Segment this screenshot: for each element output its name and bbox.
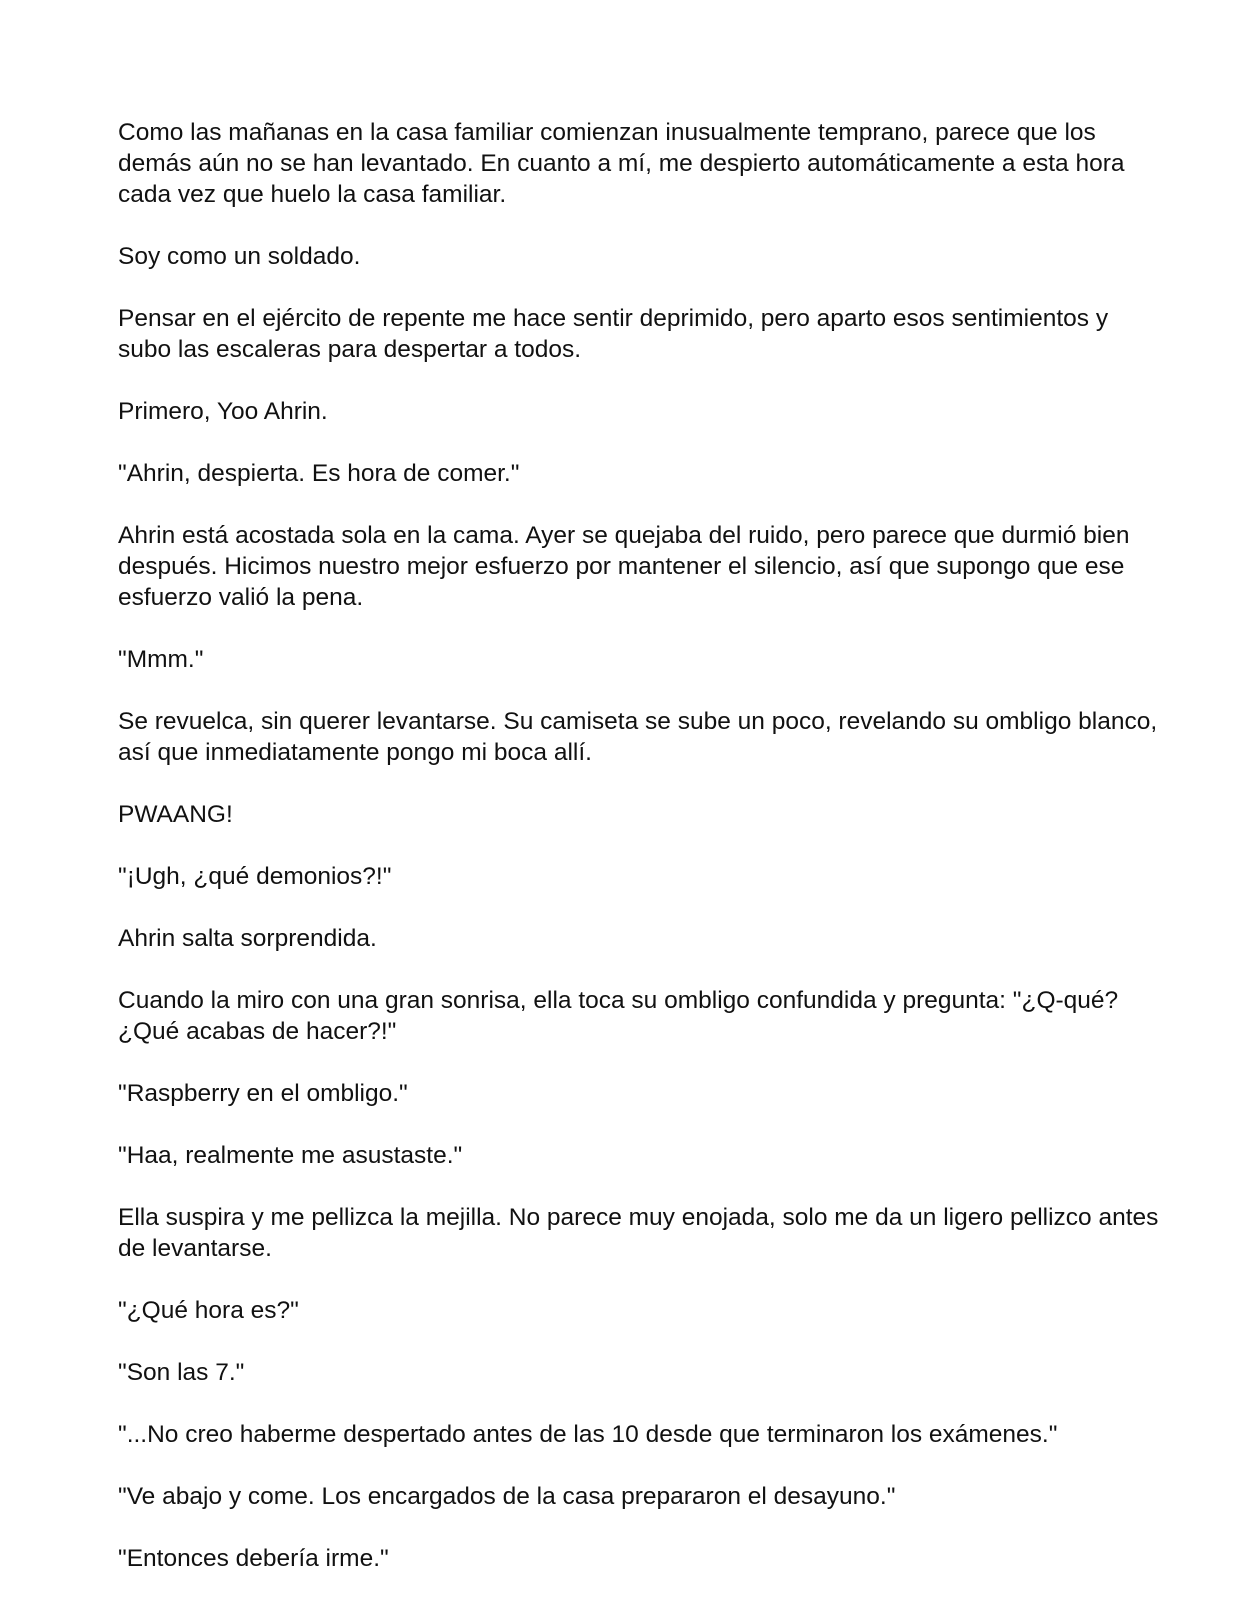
paragraph-6: Ahrin está acostada sola en la cama. Ayer se quejaba del ruido, pero parece que durmió bien después. Hicimos nuestro mejor esfuerzo por mantener el silencio, así que supongo que ese esfuerzo valió la pena.	[118, 522, 1130, 611]
paragraph-5: "Ahrin, despierta. Es hora de comer."	[118, 460, 520, 487]
paragraph-1: Como las mañanas en la casa familiar comienzan inusualmente temprano, parece que los demás aún no se han levantado. En cuanto a mí, me despierto automáticamente a esta hora cada vez que huelo la casa familiar.	[118, 119, 1125, 208]
paragraph-15: Ella suspira y me pellizca la mejilla. No parece muy enojada, solo me da un ligero pellizco antes de levantarse.	[118, 1204, 1159, 1262]
paragraph-4: Primero, Yoo Ahrin.	[118, 398, 328, 425]
paragraph-9: PWAANG!	[118, 801, 233, 828]
paragraph-16: "¿Qué hora es?"	[118, 1297, 299, 1324]
paragraph-11: Ahrin salta sorprendida.	[118, 925, 377, 952]
paragraph-14: "Haa, realmente me asustaste."	[118, 1142, 463, 1169]
paragraph-3: Pensar en el ejército de repente me hace sentir deprimido, pero aparto esos sentimientos y subo las escaleras para despertar a todos.	[118, 305, 1109, 363]
paragraph-8: Se revuelca, sin querer levantarse. Su camiseta se sube un poco, revelando su ombligo blanco, así que inmediatamente pongo mi boca allí.	[118, 708, 1158, 766]
paragraph-10: "¡Ugh, ¿qué demonios?!"	[118, 863, 392, 890]
paragraph-2: Soy como un soldado.	[118, 243, 361, 270]
paragraph-7: "Mmm."	[118, 646, 204, 673]
paragraph-12: Cuando la miro con una gran sonrisa, ella toca su ombligo confundida y pregunta: "¿Q-qué? ¿Qué acabas de hacer?!"	[118, 987, 1119, 1045]
paragraph-19: "Ve abajo y come. Los encargados de la casa prepararon el desayuno."	[118, 1483, 896, 1510]
paragraph-20: "Entonces debería irme."	[118, 1545, 389, 1572]
paragraph-18: "...No creo haberme despertado antes de las 10 desde que terminaron los exámenes."	[118, 1421, 1058, 1448]
paragraph-13: "Raspberry en el ombligo."	[118, 1080, 408, 1107]
paragraph-17: "Son las 7."	[118, 1359, 245, 1386]
